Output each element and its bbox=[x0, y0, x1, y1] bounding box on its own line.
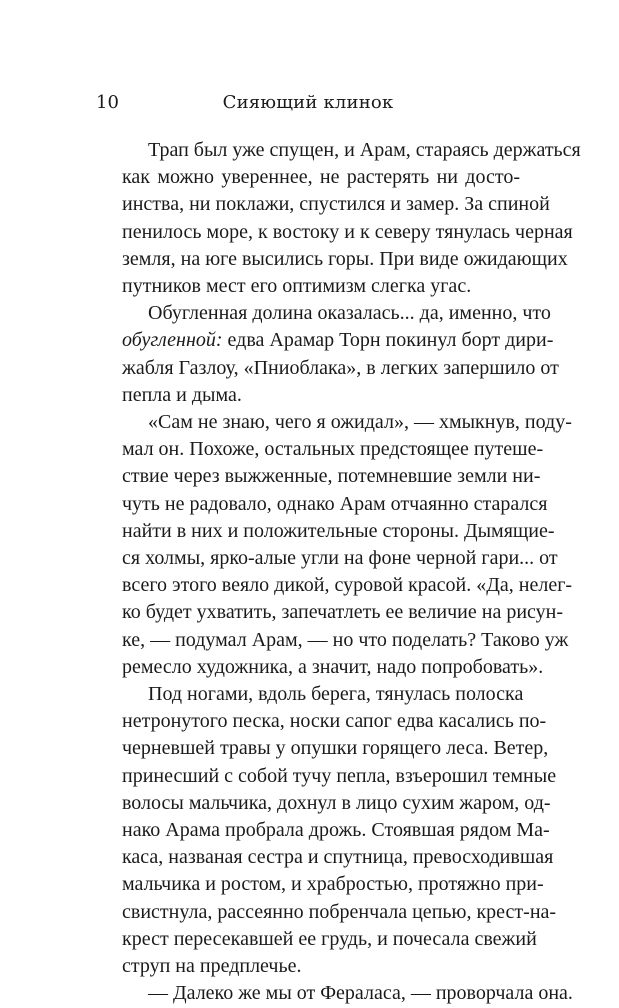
text-line: Обугленная долина оказалась... да, именно, что bbox=[148, 302, 551, 325]
text-line: пенилось море, к востоку и к северу тянулась черная bbox=[122, 220, 573, 243]
text-line: волосы мальчика, дохнул в лицо сухим жаром, од- bbox=[122, 791, 551, 814]
text-line: всего этого веяло дикой, суровой красой. «Да, нелег- bbox=[122, 574, 573, 597]
text-line: Под ногами, вдоль берега, тянулась полоска bbox=[148, 683, 524, 706]
paragraph bbox=[96, 409, 573, 681]
paragraph bbox=[96, 980, 573, 1007]
text-line: «Сам не знаю, чего я ожидал», — хмыкнув, поду- bbox=[148, 411, 572, 434]
text-line: свистнула, рассеянно побренчала цепью, крест-на- bbox=[122, 900, 557, 923]
paragraph bbox=[96, 137, 581, 300]
body-text bbox=[96, 137, 581, 1008]
text-line: ствие через выжженные, потемневшие земли ни- bbox=[122, 465, 541, 488]
text-line: путников мест его оптимизм слегка угас. bbox=[122, 275, 472, 298]
paragraph bbox=[96, 681, 557, 980]
text-line: черневшей травы у опушки горящего леса. Ветер, bbox=[122, 737, 549, 760]
text-line: ке, — подумал Арам, — но что поделать? Таково уж bbox=[122, 628, 569, 651]
text-line: ся холмы, ярко-алые угли на фоне черной гари... от bbox=[122, 547, 558, 570]
italic-word: обугленной: bbox=[122, 329, 223, 352]
page-header bbox=[96, 91, 520, 115]
text-line: принесший с собой тучу пепла, взъерошил темные bbox=[122, 764, 557, 787]
text-line: мальчика и ростом, и храбростью, протяжно при- bbox=[122, 873, 544, 896]
text-line: ко будет ухватить, запечатлеть ее величие на рисун- bbox=[122, 601, 564, 624]
text-line: — Далеко же мы от Фераласа, — проворчала она. bbox=[148, 982, 573, 1005]
text-line: каса, названая сестра и спутница, превосходившая bbox=[122, 846, 554, 869]
text-line: чуть не радовало, однако Арам отчаянно старался bbox=[122, 492, 548, 515]
paragraph bbox=[96, 300, 559, 409]
text-line: жабля Газлоу, «Пниоблака», в легких запершило от bbox=[122, 356, 559, 379]
page-number: 10 bbox=[96, 92, 119, 113]
text-line: крест пересекавшей ее грудь, и почесала свежий bbox=[122, 927, 537, 950]
text-line: нако Арама пробрала дрожь. Стоявшая рядом Ма- bbox=[122, 819, 550, 842]
text-line: мал он. Похоже, остальных предстоящее путеше- bbox=[122, 438, 544, 461]
text-line: найти в них и положительные стороны. Дымящие- bbox=[122, 519, 555, 542]
text-line: как можно увереннее, не растерять ни досто- bbox=[122, 166, 520, 189]
text-line: земля, на юге высились горы. При виде ожидающих bbox=[122, 247, 568, 270]
text-line: нетронутого песка, носки сапог едва касались по- bbox=[122, 710, 547, 733]
text-line: ремесло художника, а значит, надо попробовать». bbox=[122, 655, 544, 678]
text-line-rest: едва Арамар Торн покинул борт дири- bbox=[222, 329, 554, 352]
running-title: Сияющий клинок bbox=[222, 92, 394, 113]
text-line: струп на предплечье. bbox=[122, 955, 302, 978]
text-line: пепла и дыма. bbox=[122, 383, 242, 406]
text-line-italic-start bbox=[96, 327, 554, 354]
text-line: инства, ни поклажи, спустился и замер. За спиной bbox=[122, 193, 550, 216]
text-line: Трап был уже спущен, и Арам, стараясь держаться bbox=[148, 139, 581, 161]
